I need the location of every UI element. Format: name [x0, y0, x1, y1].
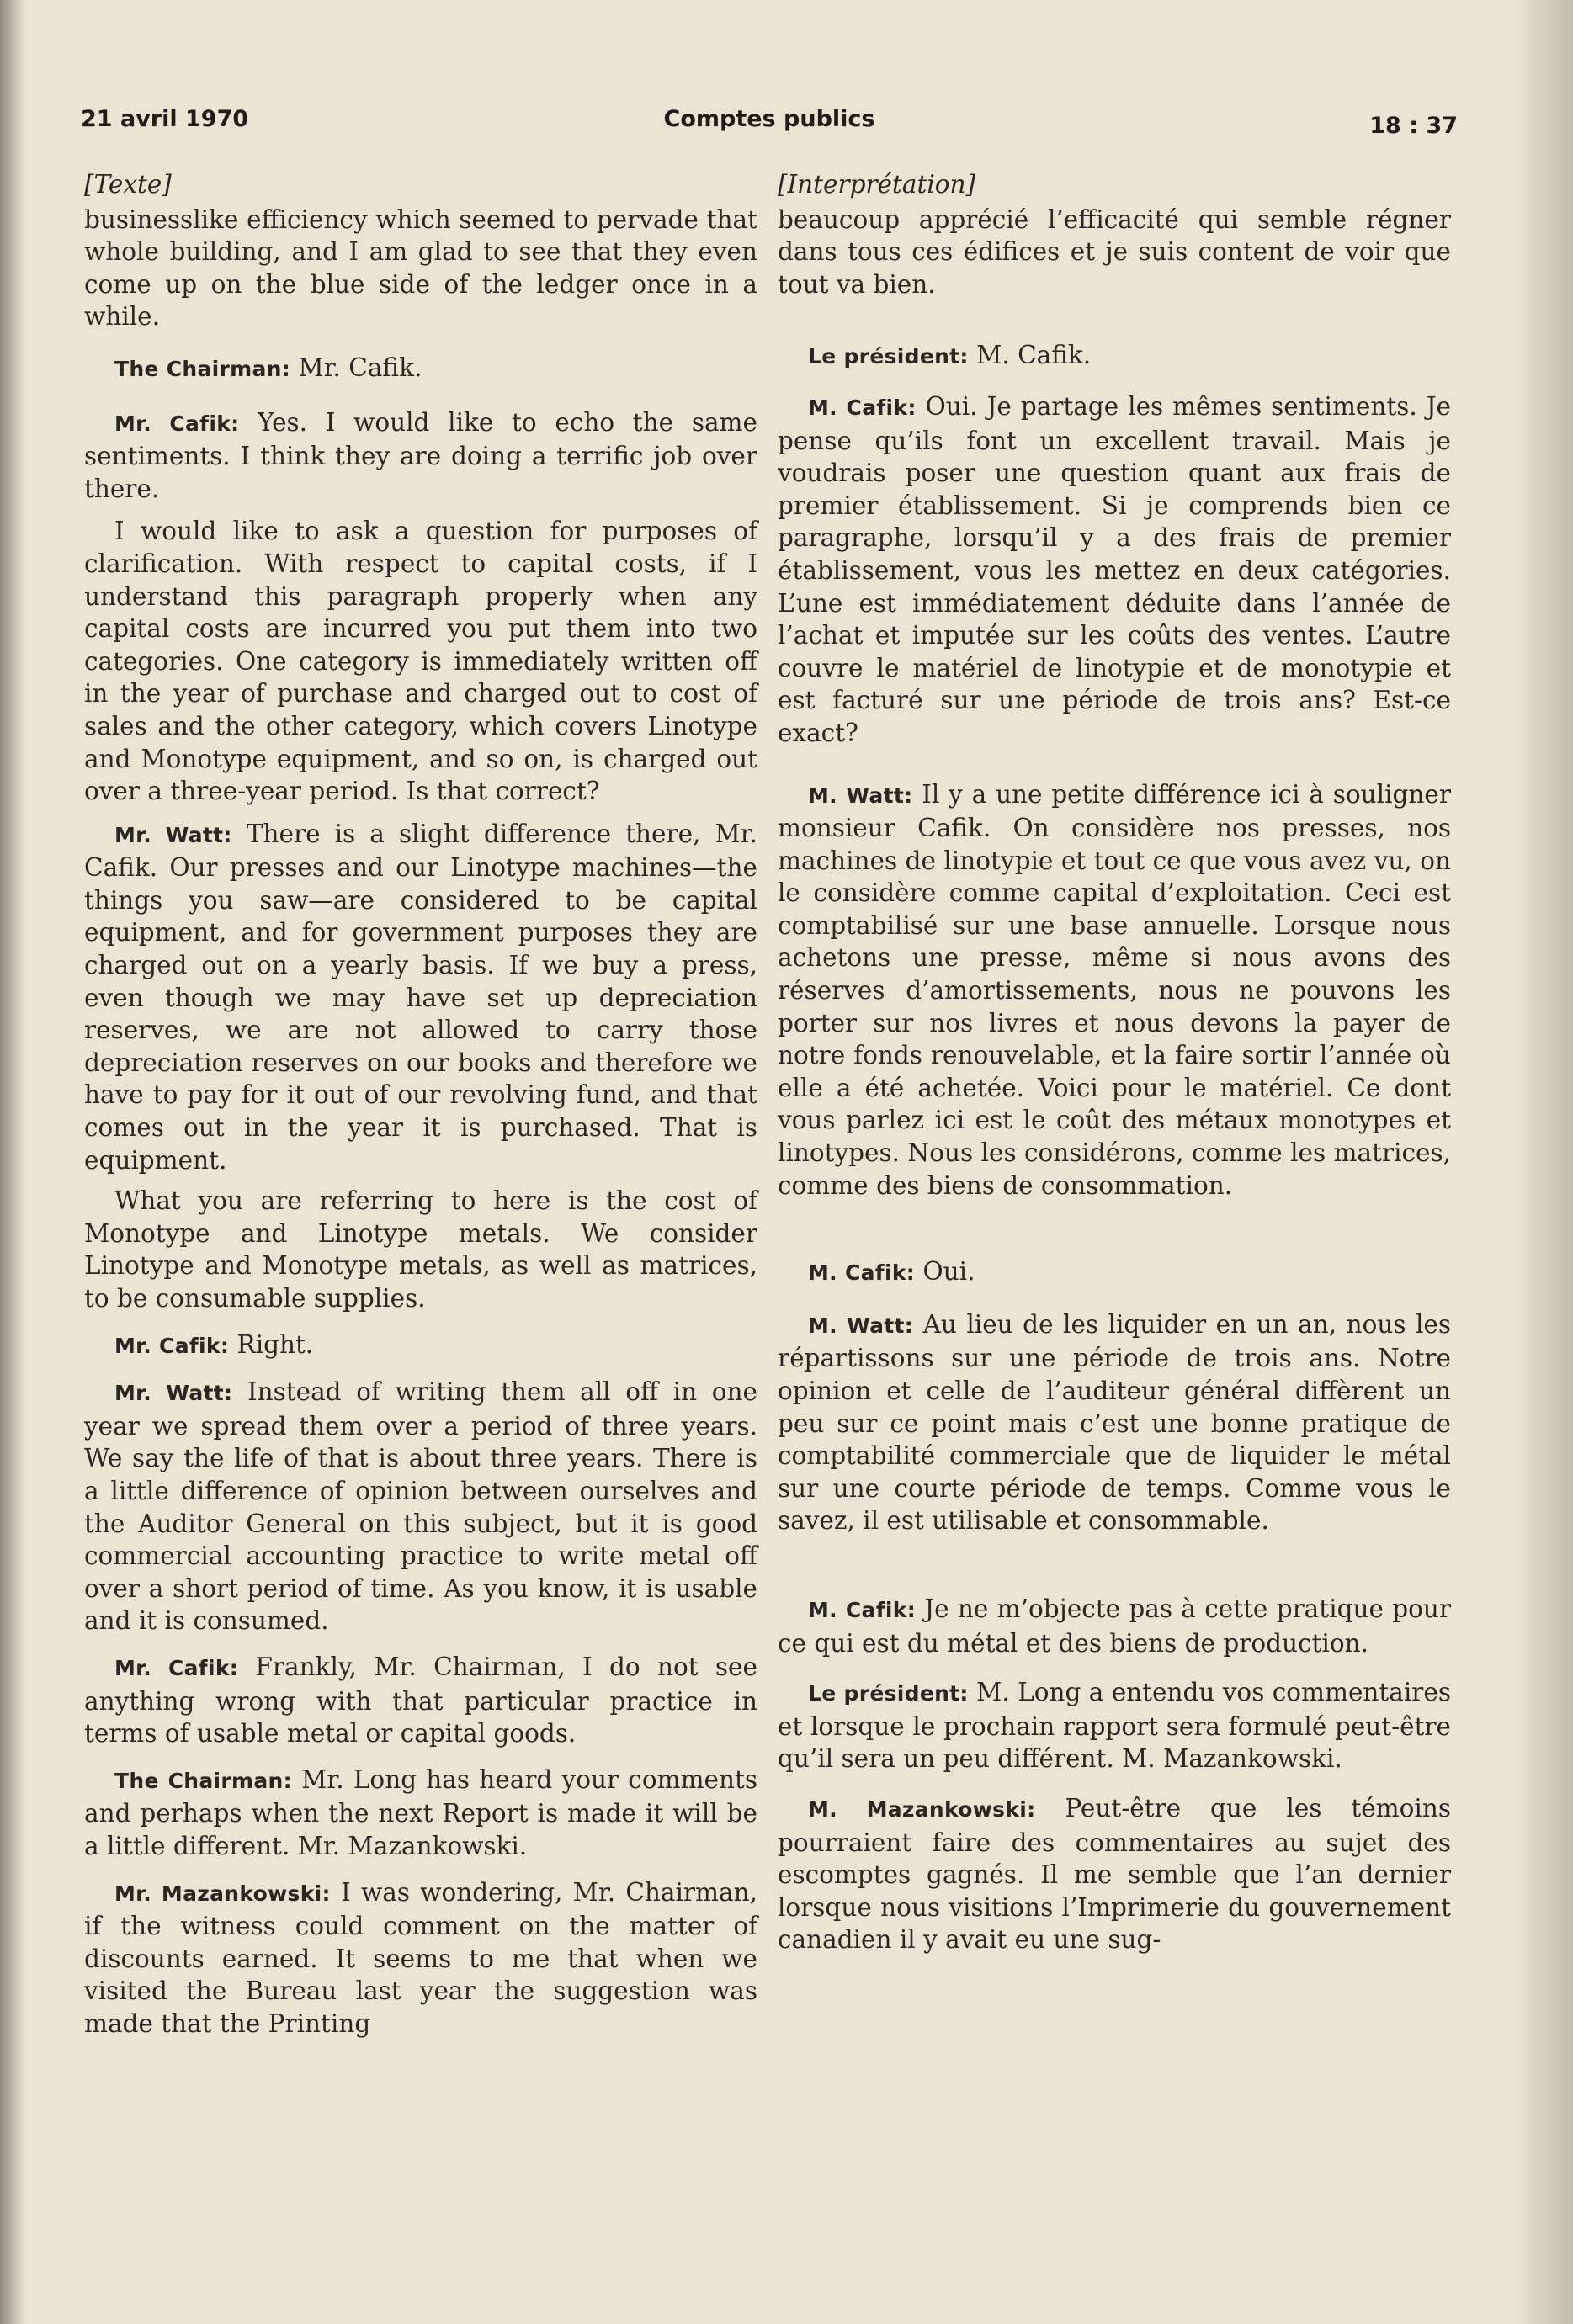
header-title: Comptes publics	[663, 106, 875, 132]
speaker-name: M. Cafik:	[808, 1260, 916, 1286]
english-paragraph	[84, 1329, 757, 1363]
english-paragraph	[84, 406, 757, 506]
speaker-name: Mr. Cafik:	[114, 411, 240, 436]
english-column	[84, 168, 757, 2040]
english-paragraph	[84, 1376, 757, 1637]
english-paragraph	[84, 1876, 757, 2040]
french-paragraph	[778, 1255, 1451, 1290]
paragraph-text: M. Long a entendu vos commentaires et lorsque le prochain rapport sera formulé peut-être qu’il sera un peu différent. M. Mazankowski.	[778, 1678, 1451, 1774]
english-paragraph	[84, 352, 757, 386]
speaker-name: The Chairman:	[114, 356, 291, 381]
paragraph-text: Yes. I would like to echo the same sentiments. I think they are doing a terrific job over there.	[84, 407, 757, 503]
speaker-name: M. Watt:	[808, 1313, 914, 1338]
speaker-name: Mr. Cafik:	[114, 1333, 230, 1358]
paragraph-text: beaucoup apprécié l’efficacité qui semble régner dans tous ces édifices et je suis content de voir que tout va bien.	[778, 204, 1451, 299]
paragraph-text: Au lieu de les liquider en un an, nous les répartissons sur une période de trois ans. Notre opinion et celle de l’auditeur général diffèrent un peu sur ce point mais c’est une bonne pratique de comptabilité commerciale que de liquider le métal sur une courte période de temps. Comme vous le savez, il est utilisable et consommable.	[778, 1309, 1451, 1536]
french-paragraph	[778, 1593, 1451, 1659]
speaker-name: Le président:	[808, 344, 969, 369]
speaker-name: Mr. Watt:	[114, 822, 232, 847]
header-page-number: 18 : 37	[1369, 113, 1458, 139]
paragraph-text: I was wondering, Mr. Chairman, if the witness could comment on the matter of discounts earned. It seems to me that when we visited the Bureau last year the suggestion was made that the Printing	[84, 1877, 757, 2038]
paragraph-text: Mr. Cafik.	[298, 353, 422, 382]
english-paragraph	[84, 1651, 757, 1750]
page-edge-shadow	[1514, 0, 1573, 2324]
english-paragraph	[84, 1185, 757, 1314]
paragraph-text: Il y a une petite différence ici à souligner monsieur Cafik. On considère nos presses, nos machines de linotypie et tout ce que vous avez vu, on le considère comme capital d’exploitation. Ceci est comptabilisé sur une base annuelle. Lorsque nous achetons une presse, même si nous avons des réserves d’amortissements, nous ne pouvons les porter sur nos livres et nous devons la payer de notre fonds renouvelable, et la faire sortir l’année où elle a été achetée. Voici pour le matériel. Ce dont vous parlez ici est le coût des métaux monotypes et linotypes. Nous les considérons, comme les matrices, comme des biens de consommation.	[778, 779, 1451, 1200]
paragraph-text: Oui. Je partage les mêmes sentiments. Je pense qu’ils font un excellent travail. Mais je voudrais poser une question quant aux frais de premier établissement. Si je comprends bien ce paragraphe, lorsqu’il y a des frais de premier établissement, vous les mettez en deux catégories. L’une est immédiatement déduite dans l’année de l’achat et imputée sur les coûts des ventes. L’autre couvre le matériel de linotypie et de monotypie et est facturé sur une période de trois ans? Est-ce exact?	[778, 391, 1451, 747]
french-paragraph	[778, 778, 1451, 1202]
paragraph-text: What you are referring to here is the cost of Monotype and Linotype metals. We consider Linotype and Monotype metals, as well as matrices, to be consumable supplies.	[84, 1186, 757, 1313]
english-paragraph	[84, 204, 757, 333]
speaker-name: Mr. Mazankowski:	[114, 1881, 331, 1906]
english-paragraph	[84, 1764, 757, 1863]
paragraph-text: M. Cafik.	[976, 341, 1092, 370]
paragraph-text: Peut-être que les témoins pourraient faire des commentaires au sujet des escomptes gagnés. Il me semble que l’an dernier lorsque nous visitions l’Imprimerie du gouvernement canadien il y avait eu une sug-	[778, 1793, 1451, 1955]
page-header	[81, 106, 1458, 148]
french-paragraph	[778, 390, 1451, 750]
french-paragraph	[778, 1792, 1451, 1956]
english-column-label: [Texte]	[84, 170, 172, 199]
english-paragraph	[84, 818, 757, 1177]
speaker-name: M. Watt:	[808, 783, 913, 808]
speaker-name: Mr. Watt:	[114, 1381, 233, 1406]
speaker-name: The Chairman:	[114, 1768, 292, 1793]
paragraph-text: Je ne m’objecte pas à cette pratique pour ce qui est du métal et des biens de production.	[778, 1594, 1451, 1658]
speaker-name: Mr. Cafik:	[114, 1655, 239, 1680]
french-column	[778, 168, 1451, 1956]
english-paragraph	[84, 515, 757, 807]
paragraph-text: Right.	[236, 1329, 314, 1359]
french-paragraph	[778, 204, 1451, 301]
french-paragraph	[778, 1676, 1451, 1775]
french-column-label: [Interprétation]	[778, 170, 976, 199]
paragraph-text: Mr. Long has heard your comments and perhaps when the next Report is made it will be a little different. Mr. Mazankowski.	[84, 1764, 757, 1860]
paragraph-text: Oui.	[922, 1257, 975, 1287]
paragraph-text: There is a slight difference there, Mr. Cafik. Our presses and our Linotype machines—the things you saw—are considered to be capital equipment, and for government purposes they are charged out on a yearly basis. If we buy a press, even though we may have set up depreciation reserves, we are not allowed to carry those depreciation reserves on our books and therefore we have to pay for it out of our revolving fund, and that comes out in the year it is purchased. That is equipment.	[84, 819, 757, 1175]
speaker-name: Le président:	[808, 1681, 969, 1706]
french-paragraph	[778, 1308, 1451, 1537]
speaker-name: M. Mazankowski:	[808, 1796, 1036, 1822]
paragraph-text: Frankly, Mr. Chairman, I do not see anything wrong with that particular practice in terms of usable metal or capital goods.	[84, 1652, 757, 1748]
paragraph-text: businesslike efficiency which seemed to pervade that whole building, and I am glad to see that they even come up on the blue side of the ledger once in a while.	[84, 204, 757, 332]
speaker-name: M. Cafik:	[808, 1597, 916, 1622]
paragraph-text: I would like to ask a question for purposes of clarification. With respect to capital costs, if I understand this paragraph properly when any capital costs are incurred you put them into two categories. One category is immediately written off in the year of purchase and charged out to cost of sales and the other category, which covers Linotype and Monotype equipment, and so on, is charged out over a three-year period. Is that correct?	[84, 517, 757, 806]
header-date: 21 avril 1970	[81, 106, 249, 132]
page-binding-shadow	[0, 0, 25, 2324]
speaker-name: M. Cafik:	[808, 395, 917, 420]
paragraph-text: Instead of writing them all off in one year we spread them over a period of three years. We say the life of that is about three years. There is a little difference of opinion between ourselves and the Auditor General on this subject, but it is good commercial accounting practice to write metal off over a short period of time. As you know, it is usable and it is consumed.	[84, 1377, 757, 1636]
french-paragraph	[778, 339, 1451, 374]
